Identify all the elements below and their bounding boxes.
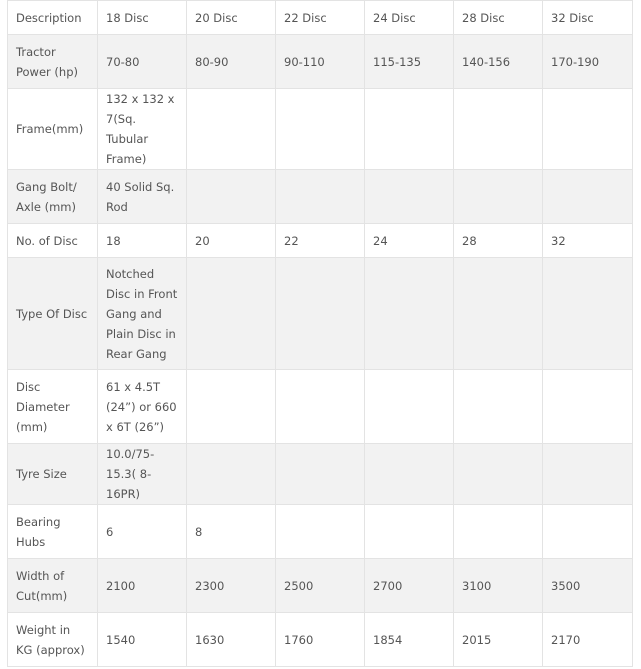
table-cell <box>365 370 454 444</box>
table-cell: 10.0/75-15.3( 8-16PR) <box>98 444 187 505</box>
row-label: Gang Bolt/ Axle (mm) <box>8 170 98 224</box>
table-row <box>8 444 633 505</box>
table-row <box>8 559 633 613</box>
table-cell <box>365 89 454 170</box>
row-label: Weight in KG (approx) <box>8 613 98 667</box>
table-cell: Notched Disc in Front Gang and Plain Disc in Rear Gang <box>98 258 187 370</box>
table-cell <box>454 444 543 505</box>
table-cell: 6 <box>98 505 187 559</box>
table-cell <box>365 170 454 224</box>
table-cell <box>276 505 365 559</box>
column-header: 24 Disc <box>365 1 454 35</box>
table-cell: 115-135 <box>365 35 454 89</box>
row-label: Tractor Power (hp) <box>8 35 98 89</box>
table-cell <box>187 370 276 444</box>
table-cell <box>454 258 543 370</box>
table-cell: 90-110 <box>276 35 365 89</box>
table-cell <box>543 444 633 505</box>
table-cell <box>454 89 543 170</box>
table-row <box>8 505 633 559</box>
column-header: 28 Disc <box>454 1 543 35</box>
table-cell <box>543 170 633 224</box>
table-cell <box>187 89 276 170</box>
row-label: Disc Diameter (mm) <box>8 370 98 444</box>
column-header: 20 Disc <box>187 1 276 35</box>
table-cell <box>454 170 543 224</box>
table-cell <box>365 505 454 559</box>
spec-table <box>7 0 633 667</box>
table-cell: 20 <box>187 224 276 258</box>
row-label: Frame(mm) <box>8 89 98 170</box>
table-cell <box>365 444 454 505</box>
table-cell <box>187 258 276 370</box>
table-row <box>8 35 633 89</box>
row-label: No. of Disc <box>8 224 98 258</box>
column-header: Description <box>8 1 98 35</box>
table-cell <box>187 444 276 505</box>
table-cell: 140-156 <box>454 35 543 89</box>
row-label: Bearing Hubs <box>8 505 98 559</box>
table-cell: 2170 <box>543 613 633 667</box>
spec-table-container <box>7 0 633 667</box>
table-cell: 132 x 132 x 7(Sq. Tubular Frame) <box>98 89 187 170</box>
table-cell: 40 Solid Sq. Rod <box>98 170 187 224</box>
table-cell <box>276 170 365 224</box>
table-cell <box>543 89 633 170</box>
table-cell <box>543 370 633 444</box>
column-header: 32 Disc <box>543 1 633 35</box>
table-cell: 70-80 <box>98 35 187 89</box>
table-row <box>8 370 633 444</box>
table-cell: 2100 <box>98 559 187 613</box>
table-cell <box>365 258 454 370</box>
table-cell <box>543 505 633 559</box>
table-cell <box>543 258 633 370</box>
table-cell: 1760 <box>276 613 365 667</box>
table-row <box>8 613 633 667</box>
table-header-row <box>8 1 633 35</box>
row-label: Width of Cut(mm) <box>8 559 98 613</box>
column-header: 18 Disc <box>98 1 187 35</box>
table-cell: 28 <box>454 224 543 258</box>
table-cell <box>276 258 365 370</box>
table-cell: 170-190 <box>543 35 633 89</box>
table-cell: 22 <box>276 224 365 258</box>
row-label: Type Of Disc <box>8 258 98 370</box>
table-cell: 32 <box>543 224 633 258</box>
column-header: 22 Disc <box>276 1 365 35</box>
table-cell: 2700 <box>365 559 454 613</box>
table-cell: 1854 <box>365 613 454 667</box>
table-cell: 80-90 <box>187 35 276 89</box>
table-cell <box>187 170 276 224</box>
table-cell: 61 x 4.5T (24”) or 660 x 6T (26”) <box>98 370 187 444</box>
table-cell: 3500 <box>543 559 633 613</box>
table-cell <box>276 370 365 444</box>
table-cell: 18 <box>98 224 187 258</box>
table-row <box>8 89 633 170</box>
table-cell: 8 <box>187 505 276 559</box>
table-row <box>8 258 633 370</box>
table-cell <box>454 505 543 559</box>
table-cell: 2015 <box>454 613 543 667</box>
table-cell <box>276 89 365 170</box>
table-cell: 2500 <box>276 559 365 613</box>
table-cell: 1630 <box>187 613 276 667</box>
table-cell: 1540 <box>98 613 187 667</box>
table-cell: 24 <box>365 224 454 258</box>
table-cell: 2300 <box>187 559 276 613</box>
table-row <box>8 224 633 258</box>
table-row <box>8 170 633 224</box>
table-cell <box>276 444 365 505</box>
table-cell <box>454 370 543 444</box>
row-label: Tyre Size <box>8 444 98 505</box>
table-cell: 3100 <box>454 559 543 613</box>
